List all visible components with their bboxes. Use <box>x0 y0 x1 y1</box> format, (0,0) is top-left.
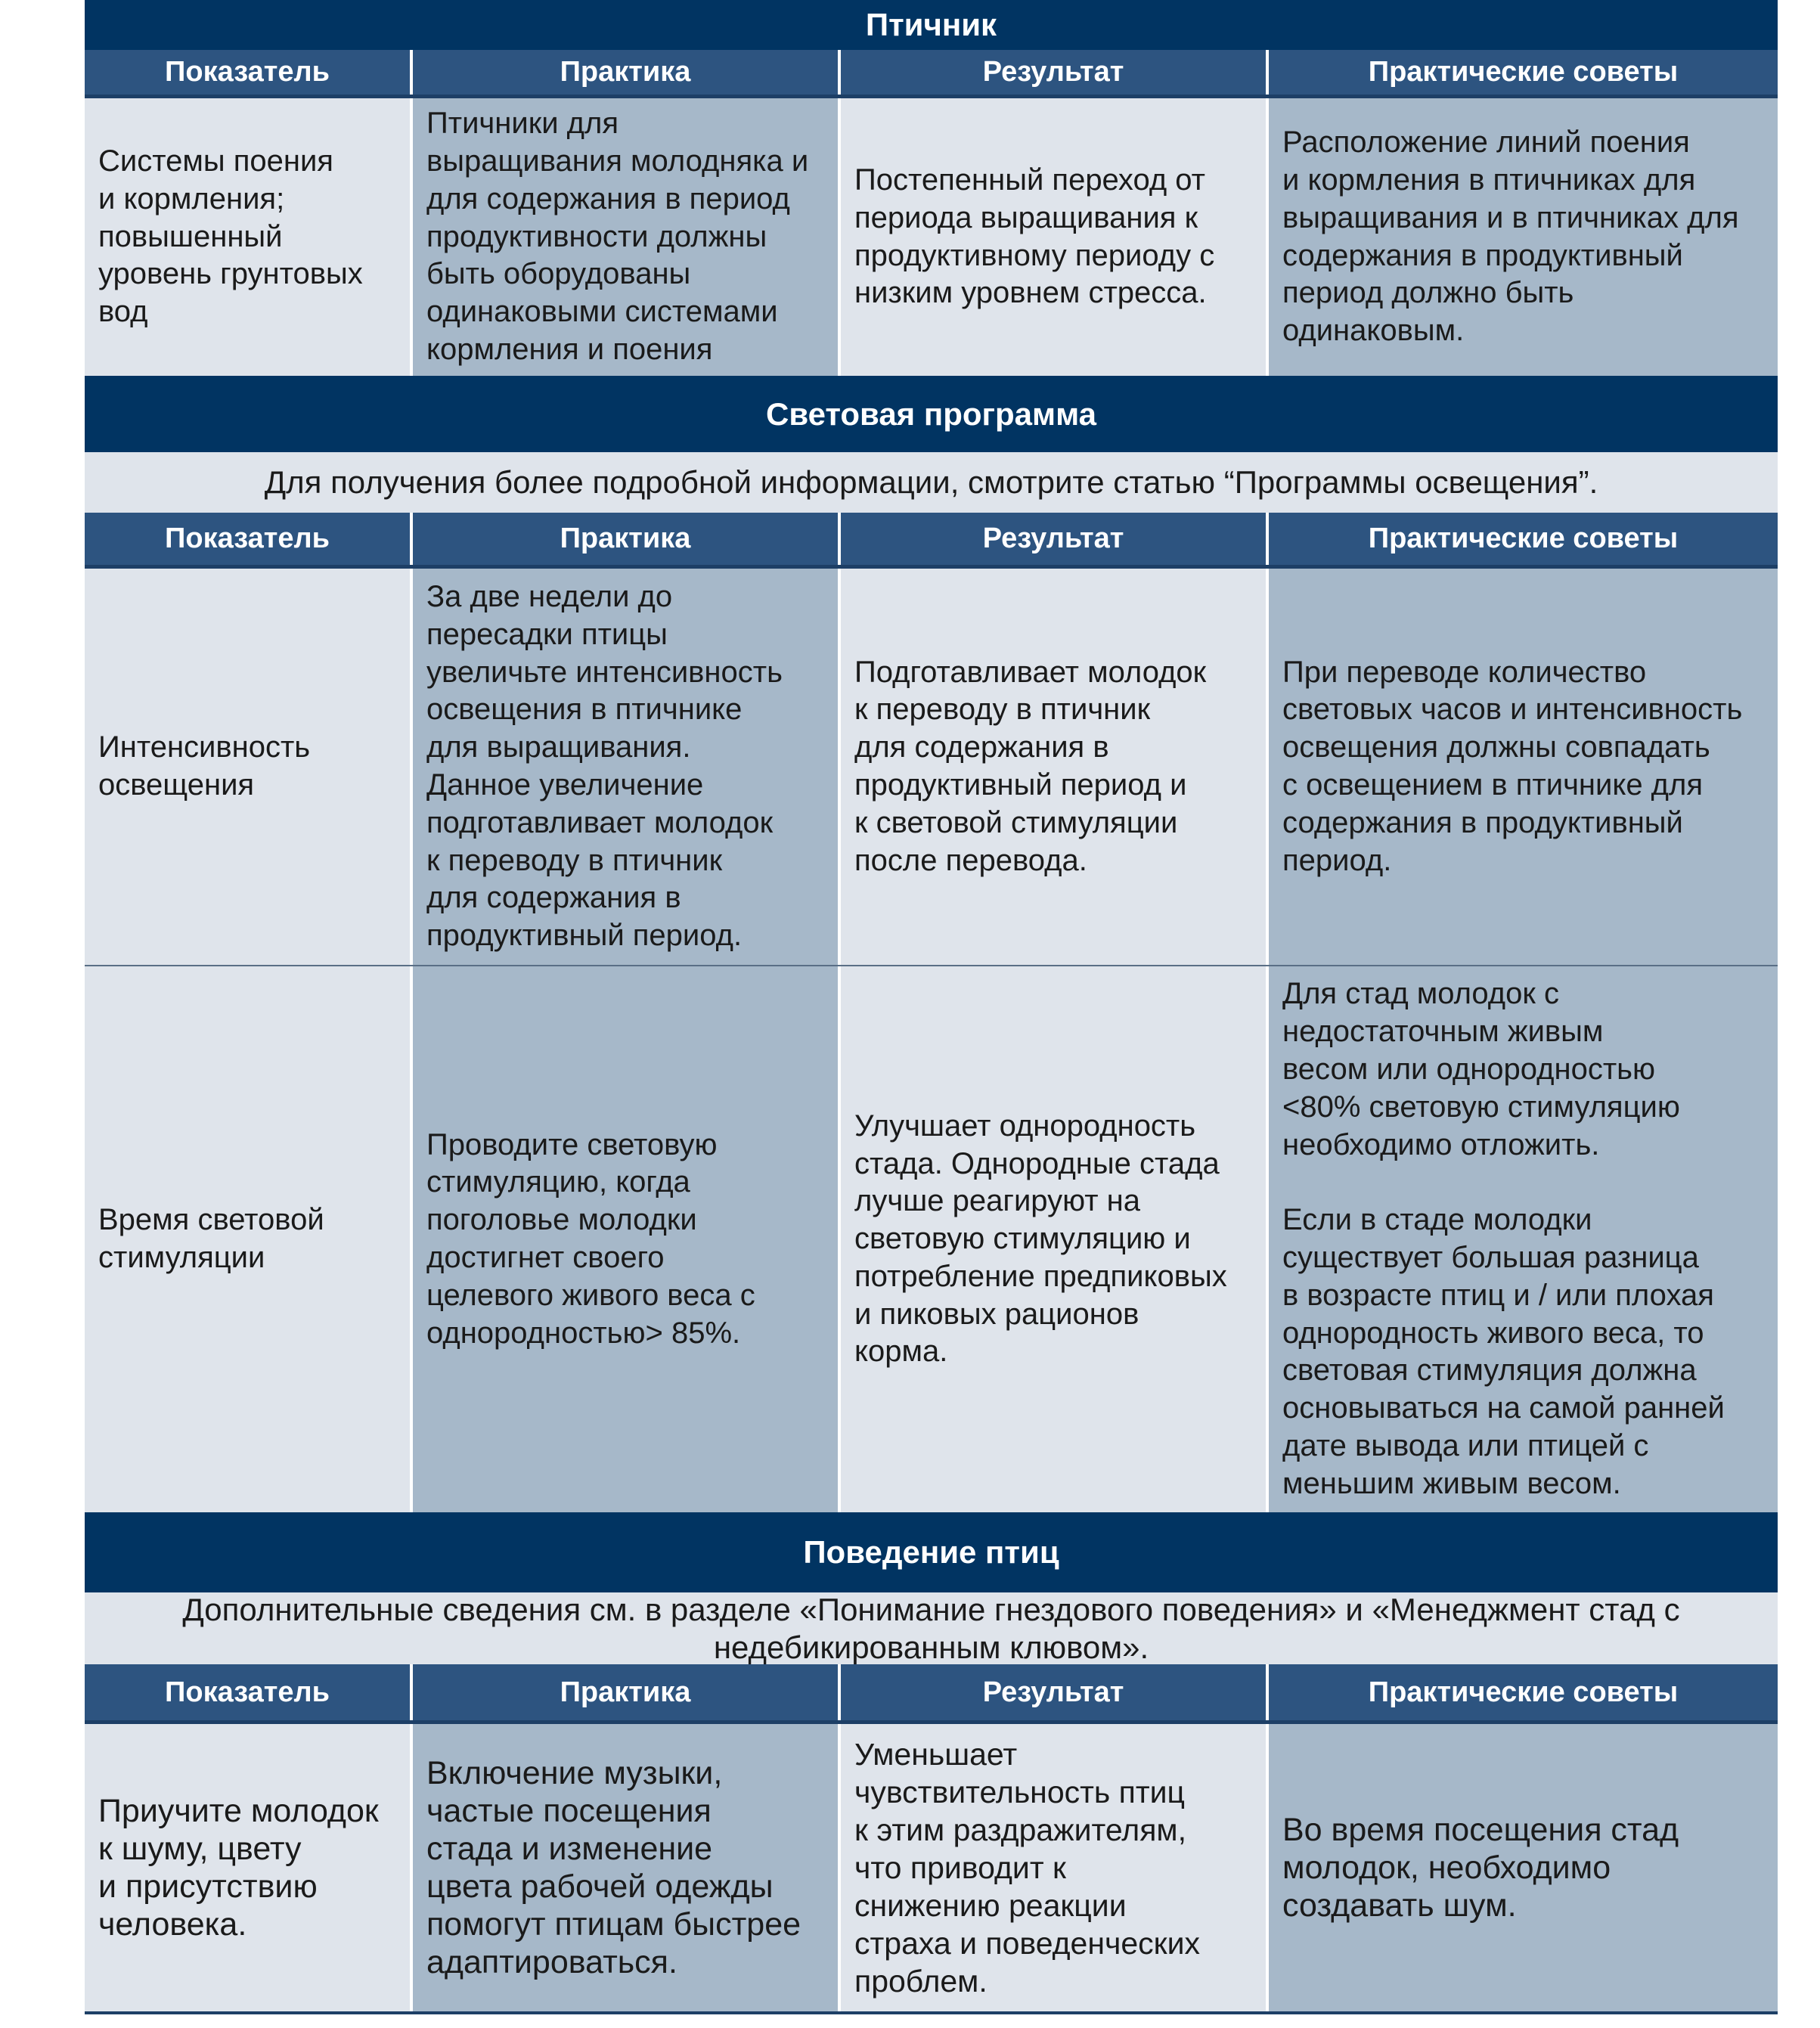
section-title-behavior: Поведение птиц <box>85 1512 1778 1592</box>
indicator-cell: Интенсивность освещения <box>85 569 413 965</box>
section-title-house: Птичник <box>85 0 1778 50</box>
practice-cell: За две недели до пересадки птицы увеличьте интенсивность освещения в птичнике для выращивания. Данное увеличение подготавливает молодок к переводу в птичник для содержания в продуктивный период. <box>413 569 841 965</box>
col-header-advice: Практические советы <box>1269 513 1778 565</box>
col-header-advice: Практические советы <box>1269 50 1778 95</box>
col-header-result: Результат <box>841 50 1269 95</box>
header-row <box>85 1664 1778 1724</box>
col-header-indicator: Показатель <box>85 50 413 95</box>
section-note-lighting: Для получения более подробной информации, смотрите статью “Программы освещения”. <box>85 452 1778 513</box>
advice-cell: При переводе количество световых часов и интенсивность освещения должны совпадать с освещением в птичнике для содержания в продуктивный период. <box>1269 569 1778 965</box>
col-header-practice: Практика <box>413 513 841 565</box>
table-row <box>85 1724 1778 2011</box>
table-row <box>85 966 1778 1512</box>
col-header-result: Результат <box>841 513 1269 565</box>
col-header-practice: Практика <box>413 50 841 95</box>
col-header-indicator: Показатель <box>85 1664 413 1720</box>
advice-cell: Для стад молодок с недостаточным живым весом или однородностью <80% световую стимуляцию необходимо отложить. Если в стаде молодки существует большая разница в возрасте птиц и / или плохая однородность живого веса, то световая стимуляция должна основываться на самой ранней дате вывода или птицей с меньшим живым весом. <box>1269 966 1778 1512</box>
header-row <box>85 50 1778 98</box>
section-note-behavior: Дополнительные сведения см. в разделе «Понимание гнездового поведения» и «Менеджмент стад с недебикированным клювом». <box>85 1592 1778 1664</box>
indicator-cell: Системы поения и кормления; повышенный уровень грунтовых вод <box>85 98 413 376</box>
result-cell: Подготавливает молодок к переводу в птичник для содержания в продуктивный период и к световой стимуляции после перевода. <box>841 569 1269 965</box>
result-cell: Уменьшает чувствительность птиц к этим раздражителям, что приводит к снижению реакции страха и поведенческих проблем. <box>841 1724 1269 2011</box>
col-header-indicator: Показатель <box>85 513 413 565</box>
section-title-lighting: Световая программа <box>85 376 1778 452</box>
practice-cell: Включение музыки, частые посещения стада и изменение цвета рабочей одежды помогут птицам быстрее адаптироваться. <box>413 1724 841 2011</box>
header-row <box>85 513 1778 569</box>
table-row <box>85 569 1778 966</box>
table-bottom-border <box>85 2011 1778 2014</box>
result-cell: Улучшает однородность стада. Однородные стада лучше реагируют на световую стимуляцию и потребление предпиковых и пиковых рационов корма. <box>841 966 1269 1512</box>
indicator-cell: Приучите молодок к шуму, цвету и присутствию человека. <box>85 1724 413 2011</box>
indicator-cell: Время световой стимуляции <box>85 966 413 1512</box>
practice-cell: Проводите световую стимуляцию, когда поголовье молодки достигнет своего целевого живого веса с однородностью> 85%. <box>413 966 841 1512</box>
col-header-advice: Практические советы <box>1269 1664 1778 1720</box>
table-row <box>85 98 1778 376</box>
col-header-practice: Практика <box>413 1664 841 1720</box>
advice-cell: Во время посещения стад молодок, необходимо создавать шум. <box>1269 1724 1778 2011</box>
advice-cell: Расположение линий поения и кормления в птичниках для выращивания и в птичниках для содержания в продуктивный период должно быть одинаковым. <box>1269 98 1778 376</box>
management-table <box>85 0 1778 2014</box>
practice-cell: Птичники для выращивания молодняка и для содержания в период продуктивности должны быть оборудованы одинаковыми системами кормления и поения <box>413 98 841 376</box>
col-header-result: Результат <box>841 1664 1269 1720</box>
result-cell: Постепенный переход от периода выращивания к продуктивному периоду с низким уровнем стресса. <box>841 98 1269 376</box>
